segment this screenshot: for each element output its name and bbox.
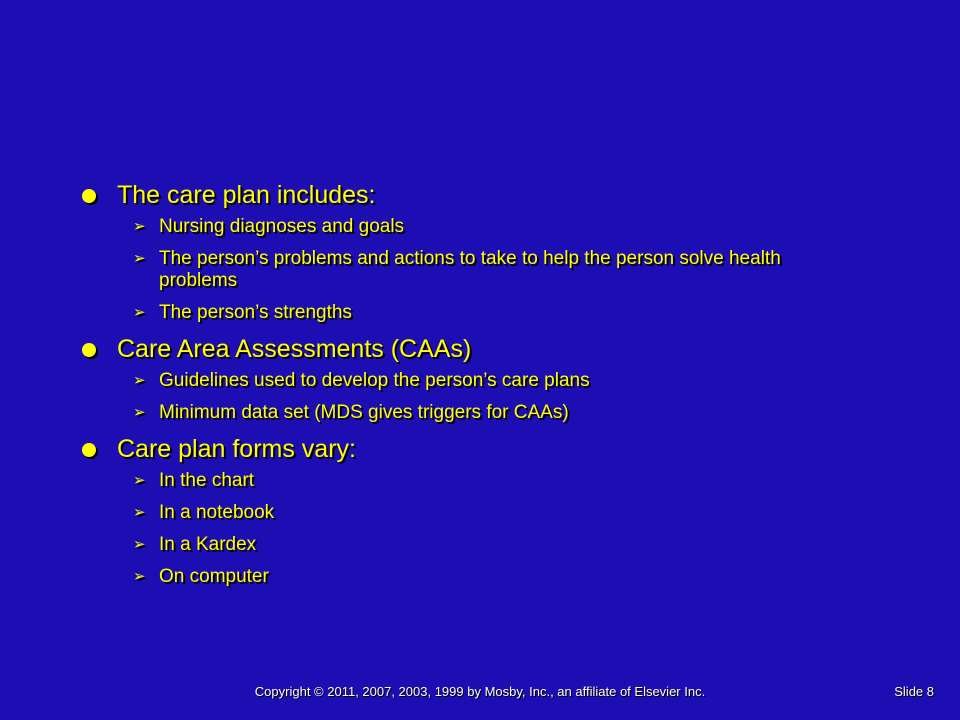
bullet-text: Care plan forms vary:: [117, 435, 356, 463]
sub-bullet-text: In the chart: [159, 470, 255, 491]
arrow-bullet-icon: ➢: [133, 536, 146, 553]
bullet-list: [82, 176, 882, 598]
arrow-bullet-icon: ➢: [133, 372, 146, 389]
arrow-bullet-icon: ➢: [133, 504, 146, 521]
sub-bullet-item: [82, 248, 859, 292]
slide-footer: [0, 684, 960, 704]
sub-bullet-item: [82, 502, 859, 524]
sub-bullet-list: [82, 216, 882, 324]
arrow-bullet-icon: ➢: [133, 472, 146, 489]
slide-number: Slide 8: [894, 684, 934, 699]
arrow-bullet-icon: ➢: [133, 218, 146, 235]
bullet-text: The care plan includes:: [117, 181, 376, 209]
sub-bullet-text: Minimum data set (MDS gives triggers for CAAs): [159, 402, 569, 423]
sub-bullet-item: [82, 470, 859, 492]
sub-bullet-text: The person’s strengths: [159, 302, 352, 323]
bullet-item: [82, 180, 882, 210]
sub-bullet-item: [82, 566, 859, 588]
round-bullet-icon: [82, 443, 96, 457]
sub-bullet-text: Nursing diagnoses and goals: [159, 216, 405, 237]
copyright-notice: Copyright © 2011, 2007, 2003, 1999 by Mosby, Inc., an affiliate of Elsevier Inc.: [254, 684, 706, 699]
arrow-bullet-icon: ➢: [133, 568, 146, 585]
sub-bullet-item: [82, 216, 859, 238]
sub-bullet-text: In a Kardex: [159, 534, 257, 555]
sub-bullet-text: Guidelines used to develop the person’s care plans: [159, 370, 590, 391]
round-bullet-icon: [82, 189, 96, 203]
sub-bullet-text: On computer: [159, 566, 269, 587]
sub-bullet-item: [82, 534, 859, 556]
arrow-bullet-icon: ➢: [133, 250, 146, 267]
sub-bullet-item: [82, 402, 859, 424]
bullet-item: [82, 434, 882, 464]
round-bullet-icon: [82, 343, 96, 357]
sub-bullet-list: [82, 470, 882, 588]
sub-bullet-list: [82, 370, 882, 424]
sub-bullet-text: In a notebook: [159, 502, 275, 523]
bullet-item: [82, 334, 882, 364]
arrow-bullet-icon: ➢: [133, 304, 146, 321]
arrow-bullet-icon: ➢: [133, 404, 146, 421]
sub-bullet-item: [82, 302, 859, 324]
sub-bullet-item: [82, 370, 859, 392]
bullet-text: Care Area Assessments (CAAs): [117, 335, 472, 363]
sub-bullet-text: The person’s problems and actions to take to help the person solve health problems: [159, 248, 781, 291]
